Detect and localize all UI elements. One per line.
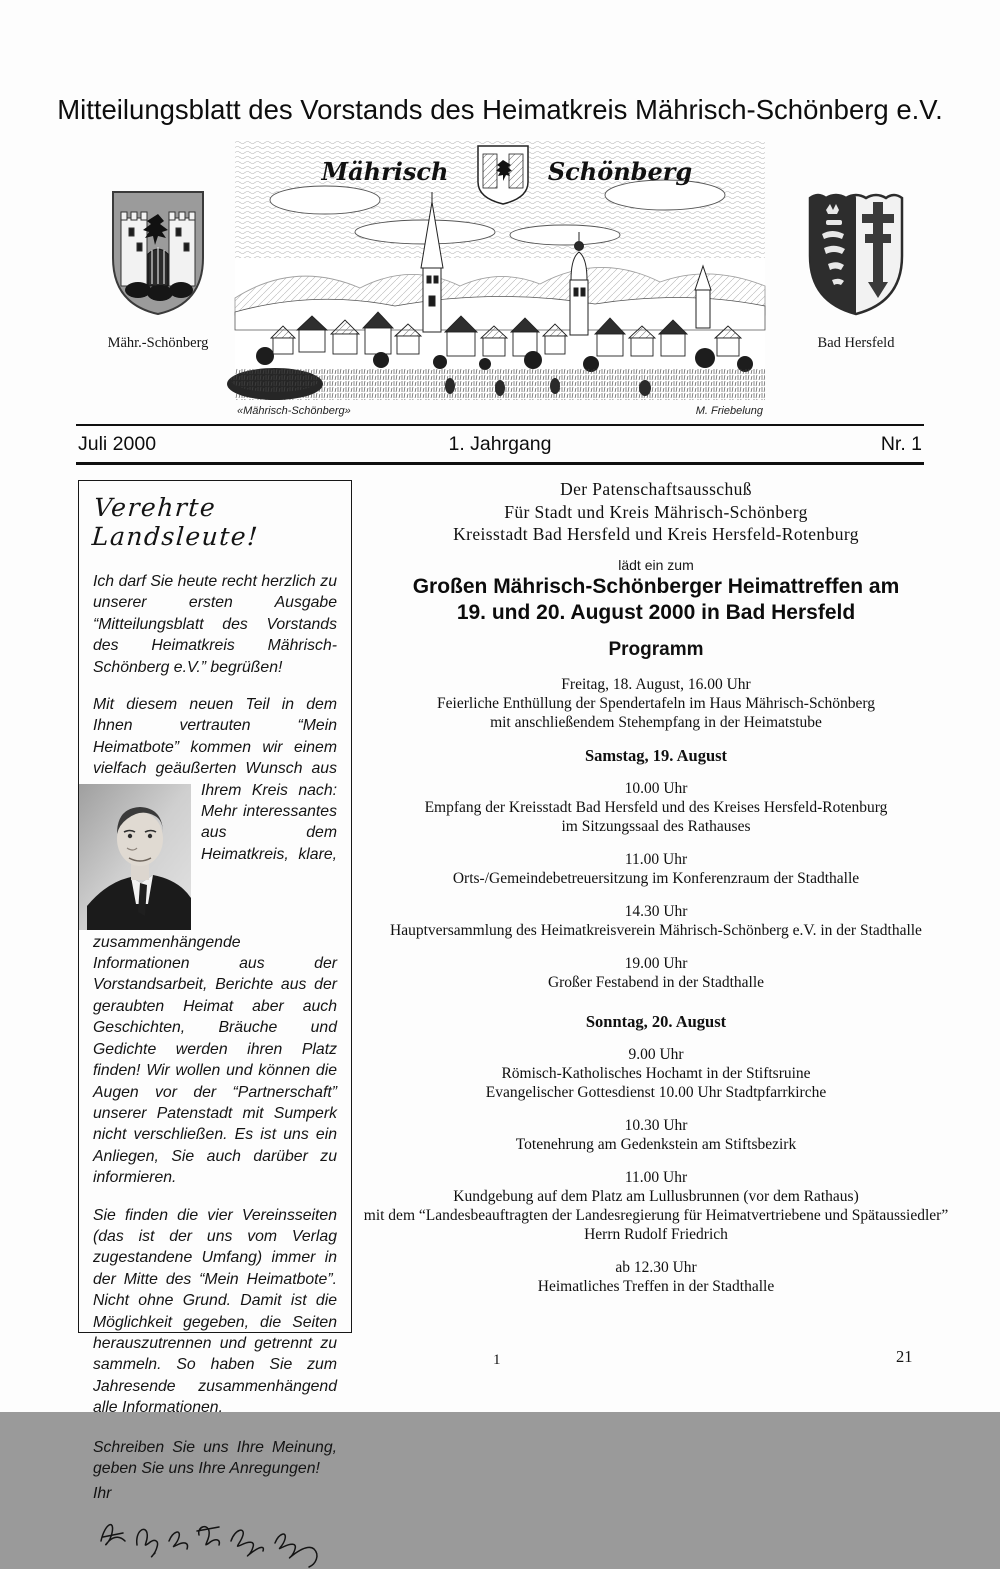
- left-crest-caption: Mähr.-Schönberg: [107, 335, 209, 351]
- session-time: ab 12.30 Uhr: [615, 1258, 697, 1276]
- session-line: Herrn Rudolf Friedrich: [584, 1225, 728, 1243]
- session-line: Totenehrung am Gedenkstein am Stiftsbezirk: [515, 1135, 797, 1153]
- page-title: Mitteilungsblatt des Vorstands des Heimatkreis Mährisch-Schönberg e.V.: [57, 94, 943, 125]
- day-header-saturday: Samstag, 19. August: [584, 745, 728, 765]
- event-title: [352, 574, 960, 626]
- letter-paragraph-4: Schreiben Sie uns Ihre Meinung, geben Sie uns Ihre Anregungen!: [93, 1438, 337, 1477]
- session-line: Großer Festabend in der Stadthalle: [547, 973, 765, 991]
- committee-line-3: Kreisstadt Bad Hersfeld und Kreis Hersfeld-Rotenburg: [453, 524, 859, 544]
- issue-bar: [76, 424, 924, 465]
- event-title-line-1: Großen Mährisch-Schönberger Heimattreffen am: [412, 574, 900, 598]
- program-session: [352, 902, 960, 940]
- program-session-friday: [352, 675, 960, 732]
- banner-schoenberg: Schönberg: [547, 157, 693, 186]
- session-line: Heimatliches Treffen in der Stadthalle: [537, 1277, 775, 1295]
- page-number-center: 1: [493, 1352, 501, 1368]
- committee-line-2: Für Stadt und Kreis Mährisch-Schönberg: [504, 501, 808, 522]
- letter-heading: Verehrte Landsleute!: [90, 493, 260, 551]
- session-line: Evangelischer Gottesdienst 10.00 Uhr Stadtpfarrkirche: [485, 1083, 827, 1101]
- letter-paragraph-3: Sie finden die vier Vereinsseiten (das ist der uns vom Verlag zugestandene Umfang) immer in der Mitte des “Mein Heimatbote”. Nicht ohne Grund. Damit ist die Möglichkeit gegeben, die Seiten herauszutrennen und getrennt zu sammeln. So haben Sie zum Jahresende zusammenhängend alle Informationen.: [93, 1206, 337, 1417]
- session-line: Empfang der Kreisstadt Bad Hersfeld und des Kreises Hersfeld-Rotenburg: [424, 798, 888, 816]
- maehr-schoenberg-crest-icon: [108, 188, 208, 318]
- letter-paragraph-2a: Mit diesem neuen Teil in dem Ihnen vertrauten “Mein Heimatbote” kommen wir einem vielfach geäußerten Wunsch aus: [93, 696, 337, 778]
- signature-icon: [93, 1507, 331, 1569]
- letter-closing: Ihr: [93, 1485, 112, 1503]
- session-line: Orts-/Gemeindebetreuersitzung im Konferenzraum der Stadthalle: [452, 869, 860, 887]
- panorama-caption-right: M. Friebelung: [695, 405, 763, 417]
- banner-crest-icon: [478, 146, 528, 204]
- letter-box: [78, 480, 352, 1503]
- session-line: Hauptversammlung des Heimatkreisverein Mährisch-Schönberg e.V. in der Stadthalle: [390, 921, 922, 939]
- chairman-photo: [79, 784, 191, 930]
- session-time: 10.30 Uhr: [624, 1116, 688, 1134]
- portrait-photo-icon: [79, 784, 191, 930]
- crest-maehr-schoenberg: [104, 188, 212, 352]
- session-time: 14.30 Uhr: [624, 902, 688, 920]
- program-session: [352, 954, 960, 992]
- program-session: [352, 779, 960, 836]
- right-crest-caption: Bad Hersfeld: [817, 335, 895, 351]
- program-session: [352, 1258, 960, 1296]
- page-number-right: 21: [896, 1347, 913, 1366]
- town-panorama-icon: [235, 140, 765, 400]
- session-time: 10.00 Uhr: [624, 779, 688, 797]
- invite-line: lädt ein zum: [618, 556, 694, 573]
- letter-paragraph-2: [93, 694, 337, 1189]
- session-line: im Sitzungssaal des Rathauses: [561, 817, 751, 835]
- session-time: Freitag, 18. August, 16.00 Uhr: [561, 675, 751, 693]
- panorama-caption-left: «Mährisch-Schönberg»: [237, 405, 351, 417]
- issue-number: Nr. 1: [880, 433, 922, 455]
- letter-paragraph-1: Ich darf Sie heute recht herzlich zu unserer ersten Ausgabe “Mitteilungsblatt des Vorstands des Heimatkreis Mährisch-Schönberg e.V.” begrüßen!: [93, 573, 337, 676]
- program-session: [352, 1168, 960, 1244]
- event-title-line-2: 19. und 20. August 2000 in Bad Hersfeld: [456, 600, 856, 624]
- issue-date: Juli 2000: [78, 433, 157, 455]
- session-time: 9.00 Uhr: [628, 1045, 684, 1063]
- session-line: Feierliche Enthüllung der Spendertafeln im Haus Mährisch-Schönberg: [437, 694, 875, 712]
- session-time: 11.00 Uhr: [624, 850, 688, 868]
- crest-bad-hersfeld: [798, 190, 914, 352]
- bad-hersfeld-crest-icon: [804, 190, 908, 318]
- committee-line-1: Der Patenschaftsausschuß: [560, 479, 752, 499]
- issue-volume: 1. Jahrgang: [448, 433, 552, 455]
- session-time: 19.00 Uhr: [624, 954, 688, 972]
- program-column: [352, 478, 960, 1310]
- session-line: mit dem “Landesbeauftragten der Landesregierung für Heimatvertriebene und Spätaussiedler”: [363, 1206, 949, 1224]
- panorama-captions: [237, 405, 763, 417]
- session-line: mit anschließendem Stehempfang in der Heimatstube: [490, 713, 822, 731]
- letter-paragraph-2b: Ihrem Kreis nach: Mehr interessantes aus dem Heimatkreis, klare, zusammenhängende Informationen aus der Vorstandsarbeit, Berichte aus der geraubten Heimat aber auch Geschichten, Bräuche und Gedichte werden ihren Platz finden! Wir wollen und können die Augen vor der “Partnerschaft” unserer Patenstadt mit Sumperk nicht verschließen. Es ist uns ein Anliegen, Sie auch darüber zu informieren.: [93, 781, 337, 1187]
- session-time: 11.00 Uhr: [624, 1168, 688, 1186]
- program-session: [352, 850, 960, 888]
- program-session: [352, 1045, 960, 1102]
- panorama-engraving: [235, 140, 765, 417]
- committee-block: [352, 478, 960, 546]
- program-session: [352, 1116, 960, 1154]
- session-line: Römisch-Katholisches Hochamt in der Stiftsruine: [501, 1064, 811, 1082]
- session-line: Kundgebung auf dem Platz am Lullusbrunnen (vor dem Rathaus): [453, 1187, 859, 1205]
- banner-maehrisch: Mährisch: [321, 157, 449, 186]
- program-heading: Programm: [608, 638, 704, 660]
- day-header-sunday: Sonntag, 20. August: [585, 1011, 727, 1031]
